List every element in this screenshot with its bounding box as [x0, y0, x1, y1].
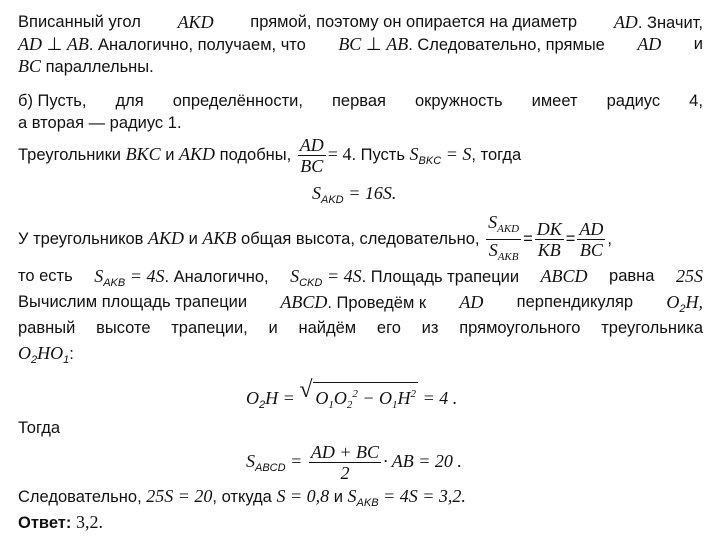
text-line-14: Тогда [18, 419, 61, 437]
text-line-12: $O_2HO_1$: [18, 343, 74, 366]
formula-s-abcd: $S_{ABCD}$ = $\frac{AD + BC}{2}$ · AB = 20 . [246, 442, 462, 484]
fraction-ad-plus-bc: $\frac{AD + BC}{2}$ [310, 442, 380, 484]
text-line-1: Вписанный угол AKD прямой, поэтому он опирается на диаметр AD. Значит, [18, 12, 703, 32]
fraction-ad-bc-2: $\frac{AD}{BC}$ [579, 219, 604, 260]
fraction-ad-bc: $\frac{AD}{BC}$ [299, 135, 324, 177]
text-line-9: то есть $S_{AKB} = 4S$. Аналогично, $S_{CKD} = 4S$. Площадь трапеции ABCD равна 25S [18, 266, 703, 289]
text-line-3: BC параллельны. [18, 56, 154, 76]
answer-value: 3,2. [75, 512, 103, 532]
text-line-10: Вычислим площадь трапеции ABCD. Проведём к AD перпендикуляр $O_2H$, [18, 292, 703, 315]
text-line-4: б) Пусть, для определённости, первая окружность имеет радиус 4, [18, 92, 703, 110]
text-line-5: а вторая — радиус 1. [18, 114, 182, 132]
fraction-dk-kb: $\frac{DK}{KB}$ [536, 219, 562, 260]
text-line-8: У треугольников AKD и AKB общая высота, следовательно, $\frac{S_{AKD}}{S_{AKB}}$ = $\frac{DK}{KB}$ = $\frac{AD}{BC}$ , [18, 212, 612, 267]
text-line-2: AD ⊥ AB. Аналогично, получаем, что BC ⊥ AB. Следовательно, прямые AD и [18, 34, 703, 54]
square-root: √ $O_1O_2^2 - O_1H^2$ [299, 382, 418, 416]
fraction-s-akd-s-akb: $\frac{S_{AKD}}{S_{AKB}}$ [488, 212, 520, 263]
text-line-6: Треугольники BKC и AKD подобны, $\frac{AD}{BC}$ = 4. Пусть $S_{BKC} = S$, тогда [18, 135, 522, 177]
answer-line [18, 512, 103, 533]
formula-o2h: $O_2H$ = √ $O_1O_2^2 - O_1H^2 = 4$ . [246, 382, 457, 416]
text-line-11: равный высоте трапеции, и найдём его из прямоугольного треугольника [18, 319, 703, 337]
text-line-16: Следовательно, 25S = 20, откуда S = 0,8 и $S_{AKB} = 4S = 3,2$. [18, 486, 466, 509]
formula-s-akd: $S_{AKD} = 16S$. [312, 183, 397, 206]
answer-label: Ответ: [18, 514, 72, 532]
